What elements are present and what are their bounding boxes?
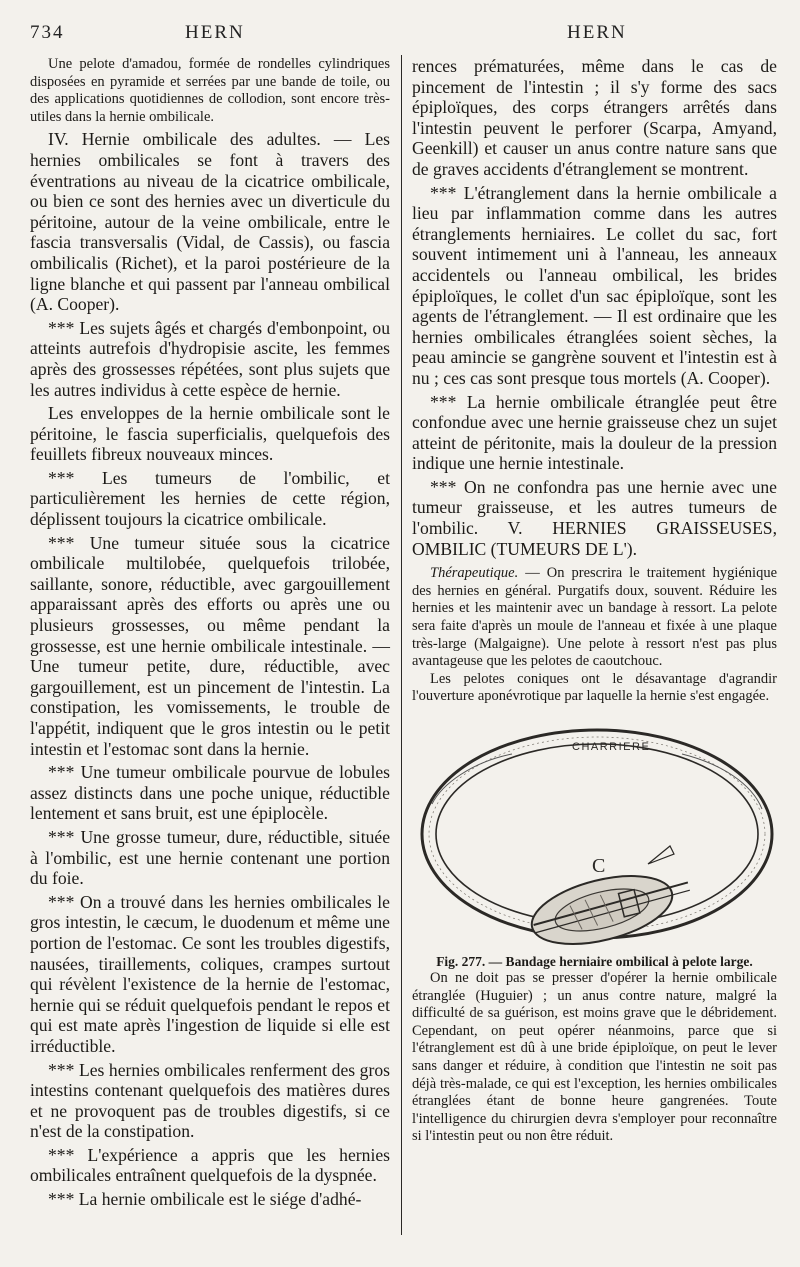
paragraph: *** La hernie ombilicale étranglée peut être confondue avec une hernie graisseuse chez un sujet atteint de péritonite, mais la douleur de la pression indique une hernie intestinale. — [412, 391, 777, 474]
paragraph: IV. Hernie ombilicale des adultes. — Les hernies ombilicales se font à travers des éventrations au niveau de la cicatrice ombilicale, ou bien ce sont des hernies avec un diverticule du péritoine, autour de la veine ombilicale, entre le fascia transversalis (Vidal, de Cassis), ou fascia ombilicalis (Richet), et la paroi postérieure de la ligne blanche et qui passent par l'anneau ombilical (A. Cooper). — [30, 129, 390, 315]
column-divider — [401, 55, 402, 1235]
page-number: 734 — [30, 22, 65, 43]
figure-caption: Fig. 277. — Bandage herniaire ombilical à pelote large. — [436, 954, 753, 969]
paragraph: rences prématurées, même dans le cas de pincement de l'intestin ; il s'y forme des sacs épiploïques, des corps étrangers arrêtés dans l'intestin peuvent le perforer (Scarpa, Amyand, Geenkill) et causer un anus contre nature sans que de graves accidents d'étranglement se montrent. — [412, 56, 777, 179]
left-column — [30, 56, 390, 1210]
therapeutique-paragraph — [412, 565, 777, 671]
figure-letter: C — [592, 855, 606, 877]
belt-label: CHARRIERE — [572, 741, 651, 753]
running-head-right: HERN — [567, 22, 627, 43]
paragraph: *** La hernie ombilicale est le siége d'adhé- — [48, 1189, 362, 1210]
bandage-figure — [412, 714, 777, 954]
therapeutique-label: Thérapeutique. — [430, 565, 519, 582]
paragraph: On ne doit pas se presser d'opérer la hernie ombilicale étranglée (Huguier) ; un anus contre nature, malgré la difficulté de sa guérison, est moins grave que le débridement. Cependant, on peut opérer néanmoins, parce que si l'étranglement est dû à une bride épiploïque, on peut le lever sans danger et réduire, à condition que l'intestin ne soit pas déjà très-malade, ce qui est l'exception, les hernies ombilicales étranglées étant de bonne heure gangrenées. Toute l'intelligence du chirurgien devra s'employer pour reconnaître si l'intestin peut ou non être réduit. — [412, 970, 777, 1145]
paragraph: *** On ne confondra pas une hernie avec une tumeur graisseuse, et les autres tumeurs de l'ombilic. V. HERNIES GRAISSEUSES, OMBILIC (TUMEURS DE L'). — [412, 476, 777, 559]
running-head-left: HERN — [185, 22, 245, 43]
bandage-illustration — [412, 714, 777, 954]
paragraph: Les pelotes coniques ont le désavantage d'agrandir l'ouverture aponévrotique par laquelle la hernie s'est engagée. — [412, 670, 777, 705]
paragraph: *** Les sujets âgés et chargés d'embonpoint, ou atteints autrefois d'hydropisie ascite, les femmes après des grossesses répétées, sont plus sujets que les autres individus à cette espèce de hernie. — [30, 317, 390, 400]
paragraph: *** On a trouvé dans les hernies ombilicales le gros intestin, le cæcum, le duodenum et même une portion de l'estomac. Ce sont les troubles digestifs, nausées, tiraillements, coliques, crampes surtout qui révèlent l'existence de la hernie de l'estomac, hernie qui se réduit quelquefois pendant le repos et qui est mate après l'ingestion de liquide si elle est irréductible. — [30, 891, 390, 1056]
paragraph: *** Les tumeurs de l'ombilic, et particulièrement les hernies de cette région, déplissent toujours la cicatrice ombilicale. — [30, 467, 390, 530]
paragraph: *** Les hernies ombilicales renferment des gros intestins contenant quelquefois des matières dures et ne provoquent pas de troubles digestifs, si ce n'est de la constipation. — [30, 1059, 390, 1142]
paragraph: *** Une tumeur située sous la cicatrice ombilicale multilobée, quelquefois trilobée, saillante, sonore, réductible, avec gargouillement apparaissant après des efforts ou après une ou plusieurs grossesses, ou même pendant la grossesse, est une hernie ombilicale intestinale. — Une tumeur petite, dure, réductible, avec gargouillement, est un pincement de l'intestin. La constipation, les vomissements, le trouble de l'appétit, indiquent que le gros intestin ou le petit intestin et l'estomac sont dans la hernie. — [30, 532, 390, 759]
paragraph: *** Une grosse tumeur, dure, réductible, située à l'ombilic, est une hernie contenant une portion du foie. — [30, 826, 390, 889]
paragraph: Les enveloppes de la hernie ombilicale sont le péritoine, le fascia superficialis, quelquefois des feuillets fibreux nouveaux minces. — [30, 403, 390, 465]
paragraph: *** Une tumeur ombilicale pourvue de lobules assez distincts dans une poche unique, réductible lentement et sans bruit, est une épiplocèle. — [30, 762, 390, 824]
paragraph: *** L'expérience a appris que les hernies ombilicales entraînent quelquefois de la dyspnée. — [30, 1144, 390, 1186]
right-column — [412, 56, 777, 1146]
therapeutique-text: — On prescrira le traitement hygiénique des hernies en général. Purgatifs doux, souvent. Réduire les hernies et les maintenir avec un bandage à ressort. La pelote sera faite d'après un moule de l'anneau et fixée à une plaque très-large (Malgaigne). Une pelote à ressort n'est pas plus avantageuse que les pelotes de caoutchouc. — [412, 565, 777, 670]
paragraph: Une pelote d'amadou, formée de rondelles cylindriques disposées en pyramide et serrées par une bande de toile, ou des applications quotidiennes de collodion, sont encore très-utiles dans la hernie ombilicale. — [30, 56, 390, 125]
paragraph: *** L'étranglement dans la hernie ombilicale a lieu par inflammation comme dans les autres étranglements herniaires. Le collet du sac, fort souvent intimement uni à l'anneau, les anneaux accidentels ou l'anneau ombilical, les brides épiploïques, le collet d'un sac épiploïque, sont les agents de l'étranglement. — Il est ordinaire que les hernies ombilicales étranglées soient sèches, la peau amincie se gangrène souvent et l'intestin est à nu ; ces cas sont presque tous mortels (A. Cooper). — [412, 182, 777, 388]
